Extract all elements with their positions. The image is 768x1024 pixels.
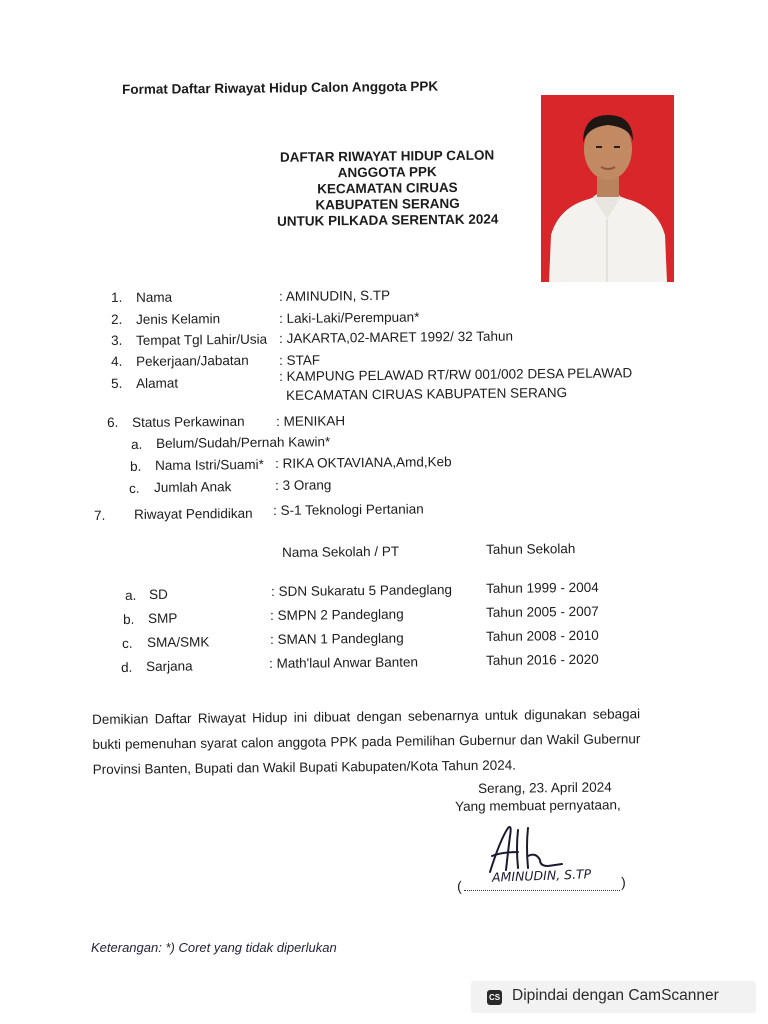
field-value-alamat: : KAMPUNG PELAWAD RT/RW 001/002 DESA PELAWAD [279,365,633,384]
format-title: Format Daftar Riwayat Hidup Calon Anggota PPK [122,78,439,97]
camscanner-icon: CS [487,990,502,1005]
handwritten-name: AMINUDIN, S.TP [491,866,592,885]
sub-value-pasangan: : RIKA OKTAVIANA,Amd,Keb [275,454,452,471]
camscanner-text: Dipindai dengan CamScanner [512,987,719,1004]
title-line: KECAMATAN CIRUAS [317,179,458,197]
maker-label: Yang membuat pernyataan, [455,797,621,814]
document-title [262,147,513,230]
sub-label-kawin: Belum/Sudah/Pernah Kawin* [156,434,331,451]
bracket-open: ( [457,877,462,894]
field-label-alamat: Alamat [136,375,179,391]
edu-num: d. [121,659,133,675]
edu-level-smp: SMP [148,610,178,626]
sub-value-anak: : 3 Orang [275,477,332,493]
note-keterangan: Keterangan: *) Coret yang tidak diperlukan [91,940,337,955]
title-line: ANGGOTA PPK [337,164,437,181]
edu-num: a. [125,587,137,603]
statement-paragraph: Demikian Daftar Riwayat Hidup ini dibuat dengan sebenarnya untuk digunakan sebagai bukti pemenuhan syarat calon anggota PPK pada Pemilihan Gubernur dan Wakil Gubernur Provinsi Banten, Bupati dan Wakil Bupati Kabupaten/Kota Tahun 2024. [92,706,641,777]
edu-year-sd: Tahun 1999 - 2004 [486,579,599,596]
field-label-pekerjaan: Pekerjaan/Jabatan [136,352,249,369]
field-label-nama: Nama [136,289,173,305]
field-num: 1. [111,289,123,305]
field-num: 2. [111,311,123,327]
field-num: 5. [111,375,123,391]
field-value-nama: : AMINUDIN, S.TP [279,287,391,304]
title-line: KABUPATEN SERANG [315,195,460,213]
edu-num: c. [122,635,133,651]
field-label-pendidikan: Riwayat Pendidikan [134,505,253,522]
edu-school-sarjana: : Math'laul Anwar Banten [269,654,419,671]
sub-label-anak: Jumlah Anak [154,479,232,495]
edu-year-sarjana: Tahun 2016 - 2020 [486,651,599,668]
edu-year-sma: Tahun 2008 - 2010 [486,627,599,644]
place-date: Serang, 23. April 2024 [478,779,612,796]
edu-col-school: Nama Sekolah / PT [282,543,400,560]
edu-col-year: Tahun Sekolah [486,541,576,557]
title-line: DAFTAR RIWAYAT HIDUP CALON [279,147,495,165]
signature-line [464,886,620,891]
edu-num: b. [123,611,135,627]
field-num: 3. [111,332,123,348]
field-value-ttl: : JAKARTA,02-MARET 1992/ 32 Tahun [279,328,514,346]
bracket-close: ) [621,873,626,890]
field-num: 4. [111,353,123,369]
edu-year-smp: Tahun 2005 - 2007 [486,603,599,620]
title-line: UNTUK PILKADA SERENTAK 2024 [277,211,499,229]
field-value-status: : MENIKAH [276,413,346,429]
camscanner-watermark [471,981,756,1013]
edu-level-sd: SD [149,586,168,602]
edu-school-smp: : SMPN 2 Pandeglang [270,606,404,623]
sub-num: a. [131,436,143,452]
edu-level-sma: SMA/SMK [147,634,210,650]
field-num: 6. [107,414,119,430]
field-value-jenis-kelamin: : Laki-Laki/Perempuan* [279,309,420,326]
person-photo-icon [541,95,674,282]
sub-num: c. [129,480,140,496]
field-label-ttl: Tempat Tgl Lahir/Usia [136,331,268,348]
field-value-pendidikan: : S-1 Teknologi Pertanian [273,501,424,518]
profile-photo [541,95,674,282]
field-num: 7. [94,507,106,523]
sub-num: b. [130,458,142,474]
sub-label-pasangan: Nama Istri/Suami* [155,456,264,473]
field-value-pekerjaan: : STAF [279,352,321,368]
edu-level-sarjana: Sarjana [146,658,193,674]
field-value-alamat-line2: KECAMATAN CIRUAS KABUPATEN SERANG [286,385,568,403]
edu-school-sd: : SDN Sukaratu 5 Pandeglang [271,582,453,599]
field-label-status: Status Perkawinan [132,413,245,430]
field-label-jenis-kelamin: Jenis Kelamin [136,311,221,327]
edu-school-sma: : SMAN 1 Pandeglang [270,630,404,647]
